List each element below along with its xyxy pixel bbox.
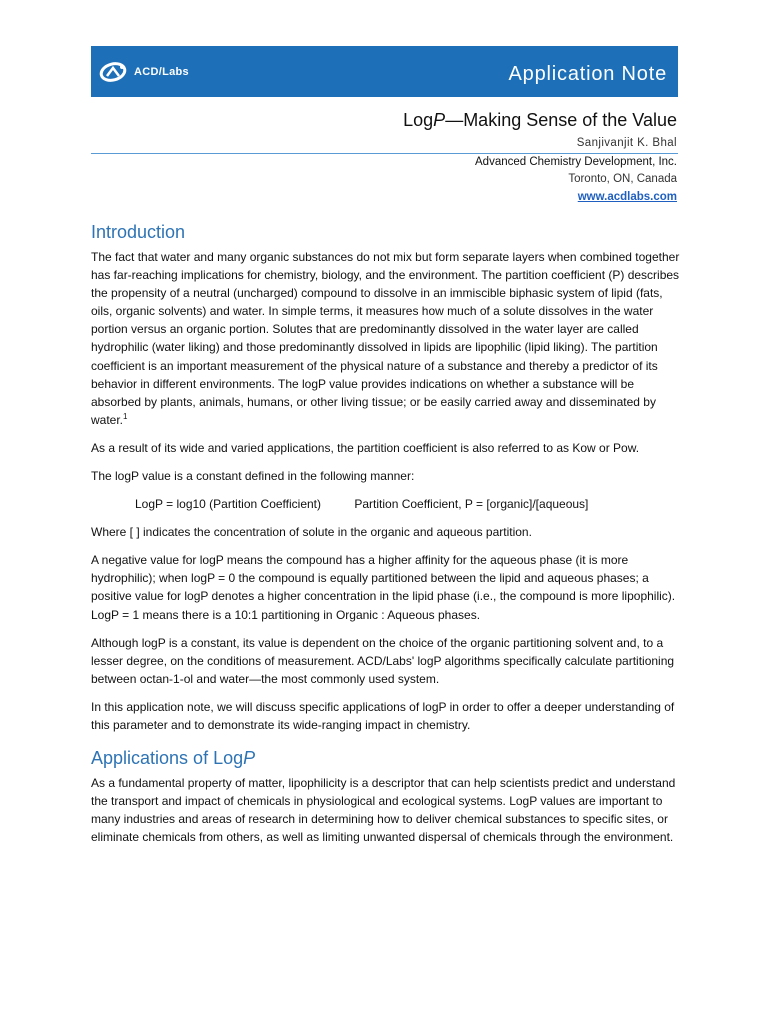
intro-paragraph-5: A negative value for logP means the compound has a higher affinity for the aqueous phase (it is more hydrophilic); when logP = 0 the compound is equally partitioned between the lipid and aqueous phases; a positive value for logP denotes a higher concentration in the lipid phase (i.e., the compound is more lipophilic). LogP = 1 means there is a 10:1 partitioning in Organic : Aqueous phases. [91,553,676,622]
author-name: Sanjivanjit K. Bhal [576,137,677,149]
footnote-marker: 1 [123,411,128,421]
intro-paragraph-7: In this application note, we will discuss specific applications of logP in order to offer a deeper understanding of this parameter and to demonstrate its wide-ranging impact in chemistry. [91,699,675,732]
logp-formula [91,495,681,513]
title-italic-p: P [433,110,446,130]
title-rest: —Making Sense of the Value [445,110,677,130]
header-bar [91,46,678,97]
title-prefix: Log [403,110,434,130]
applications-heading-prefix: Applications of Log [91,748,244,769]
introduction-heading: Introduction [91,222,186,242]
applications-paragraph-1: As a fundamental property of matter, lipophilicity is a descriptor that can help scientists predict and understand the transport and impact of chemicals in physiological and ecological systems. LogP values are important to many industries and areas of research in determining how to deliver chemical substances to specific sites, or eliminate chemicals from others, as well as limiting unwanted dispersal of chemicals through the environment. [91,776,676,845]
organization-location: Toronto, ON, Canada [568,173,677,185]
intro-paragraph-2: As a result of its wide and varied applications, the partition coefficient is also referred to as Kow or Pow. [91,440,640,455]
intro-paragraph-6: Although logP is a constant, its value is dependent on the choice of the organic partitioning solvent and, to a lesser degree, on the conditions of measurement. ACD/Labs' logP algorithms specifically calculate partitioning between octan-1-ol and water—the most commonly used system. [91,635,675,686]
document-title [403,110,677,131]
formula-partition-coefficient: Partition Coefficient, P = [organic]/[aqueous] [354,497,589,512]
intro-paragraph-1-text: The fact that water and many organic substances do not mix but form separate layers when combined together has far-reaching implications for chemistry, biology, and the environment. The partition coefficient (P) describes the propensity of a neutral (uncharged) compound to dissolve in an immiscible biphasic system of lipid (fats, oils, organic solvents) and water. In simple terms, it measures how much of a solute dissolves in the water portion versus an organic portion. Solutes that are predominantly dissolved in the water layer are called hydrophilic (water liking) and those predominantly dissolved in lipids are lipophilic (lipid liking). The partition coefficient is an important measurement of the physical nature of a substance and thereby a predictor of its behavior in different environments. The logP value provides indications on whether a substance will be absorbed by plants, animals, humans, or other living tissue; or be easily carried away and disseminated by water. [91,250,680,427]
acdlabs-logo [99,60,189,84]
formula-logp: LogP = log10 (Partition Coefficient) [135,497,322,512]
intro-paragraph-3: The logP value is a constant defined in the following manner: [91,469,415,484]
logo-text: ACD/Labs [134,66,189,78]
organization-name: Advanced Chemistry Development, Inc. [475,156,677,168]
website-link[interactable]: www.acdlabs.com [577,191,677,203]
applications-heading [91,748,681,769]
acdlabs-logo-icon [99,61,129,83]
title-divider [91,153,678,154]
application-note-title: Application Note [508,63,667,85]
intro-paragraph-4: Where [ ] indicates the concentration of solute in the organic and aqueous partition. [91,525,532,540]
applications-heading-italic: P [243,748,256,769]
intro-paragraph-1 [91,248,681,429]
article-body [91,222,681,856]
